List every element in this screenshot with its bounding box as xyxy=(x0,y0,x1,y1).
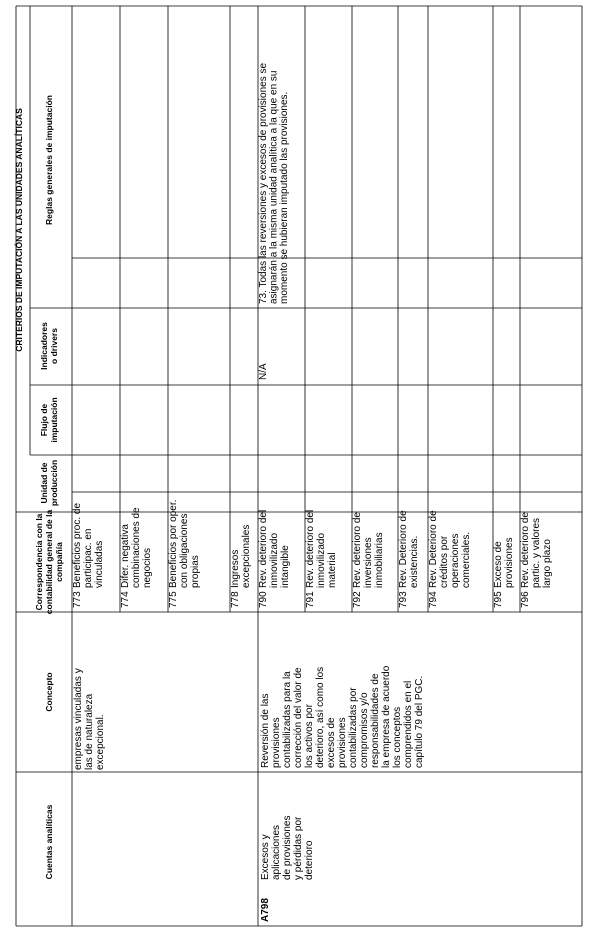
header-correspondencia xyxy=(34,510,64,615)
account-desc-791-line: Rev. deterioro del xyxy=(305,509,316,588)
account-desc-774-line: Difer. negativa xyxy=(120,524,131,588)
header-unidad-line: producción xyxy=(49,459,59,507)
account-desc-791-line: material xyxy=(327,552,338,588)
account-code-793-line: 793 xyxy=(398,591,409,608)
account-a798-concept-line: contabilizadas por xyxy=(348,687,359,768)
account-a798-concept-line: corrección del valor de xyxy=(293,667,304,768)
account-a798-name-line: Excesos y xyxy=(260,834,271,880)
continued-concept-line: las de naturaleza xyxy=(84,693,95,770)
account-code-774 xyxy=(120,591,131,608)
account-desc-774 xyxy=(120,507,153,588)
account-a798-concept-line: responsabilidades de xyxy=(370,673,381,768)
continued-concept-line: excepcional. xyxy=(95,714,106,770)
account-code-796-line: 796 xyxy=(520,591,531,608)
account-desc-793-line: existencias. xyxy=(409,535,420,588)
account-desc-791 xyxy=(305,510,338,588)
account-a798-name-line: deterioro xyxy=(304,840,315,880)
account-code-795 xyxy=(493,591,504,608)
account-desc-775-line: con obligaciones xyxy=(179,513,190,588)
account-code-778-line: 778 xyxy=(230,591,241,608)
account-desc-794-line: Rev. Deterioro de xyxy=(428,510,439,588)
header-flujo-line: Flujo de xyxy=(39,403,49,437)
continued-concept xyxy=(73,668,106,770)
account-desc-795-line: Exceso de xyxy=(493,541,504,588)
account-a798-code-line: A798 xyxy=(260,898,271,922)
header-unidad xyxy=(39,460,59,506)
account-a798-concept-line: provisiones xyxy=(271,717,282,768)
header-flujo xyxy=(39,397,59,442)
imputation-rule-73-line: 73. Todas las reversiones y excesos de provisiones se xyxy=(258,62,269,304)
account-code-791-line: 791 xyxy=(305,591,316,608)
indicator-na xyxy=(258,363,269,380)
account-a798-name-line: aplicaciones xyxy=(271,824,282,880)
account-desc-791-line: inmovilizado xyxy=(316,532,327,588)
account-desc-796-line: partic. y valores xyxy=(531,517,542,588)
account-desc-795 xyxy=(493,537,515,588)
account-code-774-line: 774 xyxy=(120,591,131,608)
header-flujo-line: imputación xyxy=(49,397,59,443)
group-header xyxy=(13,108,24,352)
account-desc-774-line: negocios xyxy=(142,547,153,588)
account-desc-773-line: Beneficios proc. de xyxy=(72,502,83,588)
account-desc-790 xyxy=(258,510,291,588)
account-desc-793 xyxy=(398,510,420,588)
account-desc-773-line: vinculadas xyxy=(94,540,105,588)
account-desc-774-line: combinaciones de xyxy=(131,507,142,588)
header-correspondencia-line: contabilidad general de la xyxy=(44,509,54,615)
account-a798-concept-line: provisiones xyxy=(337,717,348,768)
imputation-rule-73-line: asignarán a la misma unidad analítica a la que en su xyxy=(268,70,280,304)
account-code-794 xyxy=(428,591,439,608)
header-concepto-line: Concepto xyxy=(44,672,54,712)
account-a798-concept-line: contabilizadas para la xyxy=(282,671,293,768)
account-a798-concept xyxy=(260,665,425,768)
indicator-na-line: N/A xyxy=(258,363,269,380)
account-a798-concept-line: comprendidos en el xyxy=(403,680,414,768)
account-desc-775-line: Beneficios por oper. xyxy=(168,499,179,588)
account-code-790 xyxy=(258,591,269,608)
account-code-775 xyxy=(168,591,179,608)
account-code-775-line: 775 xyxy=(168,591,179,608)
account-desc-792-line: Rev. deterioro de xyxy=(352,512,363,588)
account-code-790-line: 790 xyxy=(258,591,269,608)
header-unidad-line: Unidad de xyxy=(39,462,49,504)
account-code-773 xyxy=(72,591,83,608)
account-code-791 xyxy=(305,591,316,608)
header-reglas-line: Reglas generales de imputación xyxy=(44,95,54,225)
account-desc-790-line: inmovilizado xyxy=(269,532,280,588)
account-a798-concept-line: capítulo 79 del PGC. xyxy=(414,675,425,768)
account-desc-778-line: Ingresos xyxy=(230,549,241,588)
account-a798-concept-line: la empresa de acuerdo xyxy=(381,665,392,768)
account-a798-concept-line: compromisos y/o xyxy=(359,692,370,768)
group-header-line: CRITERIOS DE IMPUTACIÓN A LAS UNIDADES ANALÍTICAS xyxy=(14,108,24,352)
account-code-796 xyxy=(520,591,531,608)
header-correspondencia-line: Correspondencia con la xyxy=(34,513,44,611)
account-code-794-line: 794 xyxy=(428,591,439,608)
account-a798-name xyxy=(260,816,315,880)
account-code-792-line: 792 xyxy=(352,591,363,608)
account-desc-795-line: provisiones xyxy=(504,537,515,588)
account-a798-name-line: y pérdidas por xyxy=(293,816,304,880)
header-cuentas xyxy=(44,804,54,879)
account-desc-796 xyxy=(520,512,553,588)
account-a798-concept-line: los activos por xyxy=(304,704,315,768)
account-desc-794-line: comerciales. xyxy=(461,531,472,588)
account-desc-778-line: excepcionales xyxy=(241,524,252,588)
account-a798-concept-line: Reversión de las xyxy=(260,693,271,768)
account-desc-792-line: inversiones xyxy=(363,537,374,588)
header-reglas xyxy=(44,95,54,225)
account-desc-796-line: largo plazo xyxy=(542,539,553,588)
header-cuentas-line: Cuentas analíticas xyxy=(44,804,54,880)
account-desc-775-line: propias xyxy=(190,555,201,588)
account-desc-773-line: participac. en xyxy=(83,528,94,588)
imputation-rule-73 xyxy=(258,63,290,304)
account-desc-793-line: Rev. Deterioro de xyxy=(398,510,409,588)
header-indicadores xyxy=(39,322,59,370)
account-code-773-line: 773 xyxy=(72,591,83,608)
account-a798-concept-line: deterioro, así como los xyxy=(315,666,326,768)
account-code-792 xyxy=(352,591,363,608)
header-concepto xyxy=(44,672,54,711)
account-desc-790-line: intangible xyxy=(280,545,291,588)
account-desc-773 xyxy=(72,503,105,588)
account-code-778 xyxy=(230,591,241,608)
account-desc-778 xyxy=(230,525,252,588)
account-a798-name-line: de provisiones xyxy=(282,815,293,880)
account-a798-code xyxy=(260,898,271,922)
account-desc-792 xyxy=(352,512,385,588)
account-desc-790-line: Rev. deterioro del xyxy=(258,509,269,588)
account-desc-794-line: operaciones xyxy=(450,533,461,588)
account-desc-794-line: créditos por xyxy=(439,535,450,588)
account-desc-796-line: Rev. deterioro de xyxy=(520,512,531,588)
header-correspondencia-line: compañía xyxy=(54,542,64,582)
header-indicadores-line: o drivers xyxy=(49,328,59,364)
account-a798-concept-line: excesos de xyxy=(326,717,337,768)
header-indicadores-line: Indicadores xyxy=(39,322,49,370)
account-desc-775 xyxy=(168,500,201,588)
continued-concept-line: empresas vinculadas y xyxy=(73,668,84,770)
imputation-rule-73-line: momento se hubieran imputado las provisiones. xyxy=(279,91,290,304)
account-code-793 xyxy=(398,591,409,608)
account-desc-792-line: inmobiliarias xyxy=(374,532,385,588)
account-desc-794 xyxy=(428,510,472,588)
account-code-795-line: 795 xyxy=(493,591,504,608)
account-a798-concept-line: los conceptos xyxy=(392,706,403,768)
